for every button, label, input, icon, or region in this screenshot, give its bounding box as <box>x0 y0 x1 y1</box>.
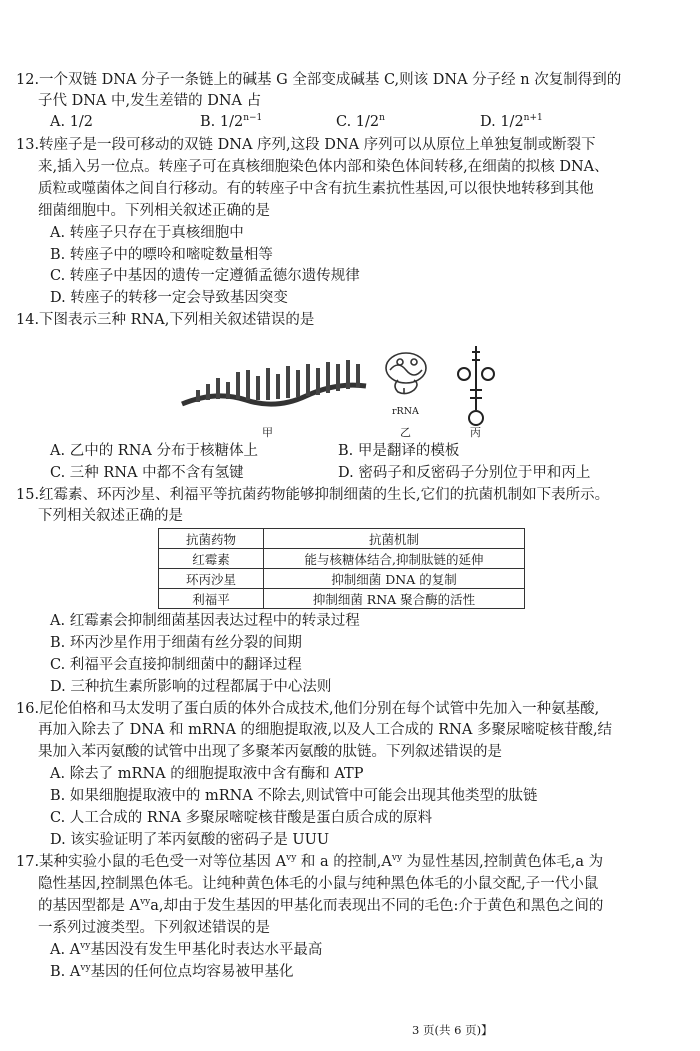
q12-option-d-base: D. 1/2 <box>480 114 524 130</box>
q14-option-a: A. 乙中的 RNA 分布于核糖体上 <box>50 443 258 459</box>
q13-stem-line1: 13.转座子是一段可移动的双链 DNA 序列,这段 DNA 序列可以从原位上单独复制或断裂下 <box>16 137 596 153</box>
q12-option-c-base: C. 1/2 <box>336 114 380 130</box>
figure-label-bing: 丙 <box>470 426 481 439</box>
q17-l3-part-b: a,却由于发生基因的甲基化而表现出不同的毛色:介于黄色和黑色之间的 <box>150 898 604 914</box>
q17-option-b <box>50 962 294 982</box>
table-header-mechanism: 抗菌机制 <box>264 529 525 549</box>
q14-option-c: C. 三种 RNA 中都不含有氢键 <box>50 465 244 481</box>
q16-stem-line2: 再加入除去了 DNA 和 mRNA 的细胞提取液,以及人工合成的 RNA 多聚尿嘧啶核苷酸,结 <box>38 722 613 738</box>
q12-option-a: A. 1/2 <box>50 114 94 130</box>
figure-label-rrna: rRNA <box>392 406 419 417</box>
rna-diagram-illustration <box>176 340 516 440</box>
q16-stem-line3: 果加入苯丙氨酸的试管中出现了多聚苯丙氨酸的肽链。下列叙述错误的是 <box>38 744 502 760</box>
q12-option-d-sup: n+1 <box>523 113 543 123</box>
q12-options <box>50 112 670 132</box>
q15-stem-line2: 下列相关叙述正确的是 <box>38 508 183 524</box>
mrna-strand-graphic <box>182 360 366 404</box>
rrna-structure-graphic <box>386 353 426 394</box>
q12-option-c <box>336 112 385 132</box>
q13-stem-line4: 细菌细胞中。下列相关叙述正确的是 <box>38 203 270 219</box>
q17-l3-sup: vy <box>140 897 151 907</box>
q17-option-a-sup: vy <box>80 941 91 951</box>
q17-stem-line1 <box>16 852 603 872</box>
q13-option-d: D. 转座子的转移一定会导致基因突变 <box>50 290 288 306</box>
q15-option-b: B. 环丙沙星作用于细菌有丝分裂的间期 <box>50 635 302 651</box>
q13-stem-line2: 来,插入另一位点。转座子可在真核细胞染色体内部和染色体间转移,在细菌的拟核 DNA、 <box>38 159 609 175</box>
table-row <box>159 569 525 589</box>
q16-option-a: A. 除去了 mRNA 的细胞提取液中含有酶和 ATP <box>50 766 364 782</box>
q17-option-a-pre: A. A <box>50 942 81 958</box>
table-cell-mechanism: 能与核糖体结合,抑制肽链的延伸 <box>264 549 525 569</box>
q15-stem-line1: 15.红霉素、环丙沙星、利福平等抗菌药物能够抑制细菌的生长,它们的抗菌机制如下表所示。 <box>16 487 610 503</box>
q16-option-c: C. 人工合成的 RNA 多聚尿嘧啶核苷酸是蛋白质合成的原料 <box>50 810 433 826</box>
q17-option-b-post: 基因的任何位点均容易被甲基化 <box>90 964 294 980</box>
table-cell-mechanism: 抑制细菌 DNA 的复制 <box>264 569 525 589</box>
q17-l1-part-b: 和 a 的控制,A <box>296 854 392 870</box>
table-cell-mechanism: 抑制细菌 RNA 聚合酶的活性 <box>264 589 525 609</box>
q17-l1-part-c: 为显性基因,控制黄色体毛,a 为 <box>402 854 604 870</box>
q17-stem-line3 <box>38 896 603 916</box>
rna-figure <box>176 340 516 440</box>
q17-option-b-pre: B. A <box>50 964 81 980</box>
q17-option-a-post: 基因没有发生甲基化时表达水平最高 <box>90 942 323 958</box>
table-header-row <box>159 529 525 549</box>
q17-stem-line2: 隐性基因,控制黑色体毛。让纯种黄色体毛的小鼠与纯种黑色体毛的小鼠交配,子一代小鼠 <box>38 876 599 892</box>
table-cell-drug: 利福平 <box>159 589 264 609</box>
q12-stem-line1: 12.一个双链 DNA 分子一条链上的碱基 G 全部变成碱基 C,则该 DNA 分子经 n 次复制得到的 <box>16 72 622 88</box>
q13-option-b: B. 转座子中的嘌呤和嘧啶数量相等 <box>50 247 273 263</box>
q14-option-b: B. 甲是翻译的模板 <box>338 443 460 459</box>
q17-option-b-sup: vy <box>80 963 91 973</box>
q14-option-d: D. 密码子和反密码子分别位于甲和丙上 <box>338 465 591 481</box>
q17-l1-sup2: vy <box>391 853 403 863</box>
q16-stem-line1: 16.尼伦伯格和马太发明了蛋白质的体外合成技术,他们分别在每个试管中先加入一种氨基酸, <box>16 701 600 717</box>
q15-option-c: C. 利福平会直接抑制细菌中的翻译过程 <box>50 657 302 673</box>
q17-l1-sup1: vy <box>286 853 297 863</box>
q12-option-d <box>480 112 543 132</box>
q15-option-d: D. 三种抗生素所影响的过程都属于中心法则 <box>50 679 332 695</box>
table-row <box>159 589 525 609</box>
q14-options-row2 <box>50 463 670 483</box>
q15-option-a: A. 红霉素会抑制细菌基因表达过程中的转录过程 <box>50 613 360 629</box>
q13-stem-line3: 质粒或噬菌体之间自行移动。有的转座子中含有抗生素抗性基因,可以很快地转移到其他 <box>38 181 594 197</box>
q13-option-c: C. 转座子中基因的遗传一定遵循孟德尔遗传规律 <box>50 268 360 284</box>
q13-option-a: A. 转座子只存在于真核细胞中 <box>50 225 244 241</box>
q17-option-a <box>50 940 322 960</box>
table-header-drug: 抗菌药物 <box>159 529 264 549</box>
q12-option-b-base: B. 1/2 <box>200 114 244 130</box>
q17-l3-part-a: 的基因型都是 A <box>38 898 141 914</box>
q17-l1-part-a: 17.某种实验小鼠的毛色受一对等位基因 A <box>16 854 287 870</box>
q14-stem-line1: 14.下图表示三种 RNA,下列相关叙述错误的是 <box>16 312 315 328</box>
q12-option-b-sup: n−1 <box>243 113 263 123</box>
figure-label-jia: 甲 <box>262 426 273 439</box>
q14-options-row1 <box>50 441 670 461</box>
table-cell-drug: 环丙沙星 <box>159 569 264 589</box>
trna-cloverleaf-graphic <box>458 346 494 425</box>
page-number-footer: 3 页(共 6 页)】 <box>412 1023 493 1037</box>
q12-stem-line2: 子代 DNA 中,发生差错的 DNA 占 <box>38 93 262 109</box>
table-cell-drug: 红霉素 <box>159 549 264 569</box>
q16-option-d: D. 该实验证明了苯丙氨酸的密码子是 UUU <box>50 832 330 848</box>
q12-option-b <box>200 112 262 132</box>
q12-option-c-sup: n <box>379 113 385 123</box>
q17-stem-line4: 一系列过渡类型。下列叙述错误的是 <box>38 920 270 936</box>
table-row <box>159 549 525 569</box>
antibiotic-mechanism-table <box>158 528 525 609</box>
q16-option-b: B. 如果细胞提取液中的 mRNA 不除去,则试管中可能会出现其他类型的肽链 <box>50 788 538 804</box>
figure-label-yi: 乙 <box>400 426 411 439</box>
